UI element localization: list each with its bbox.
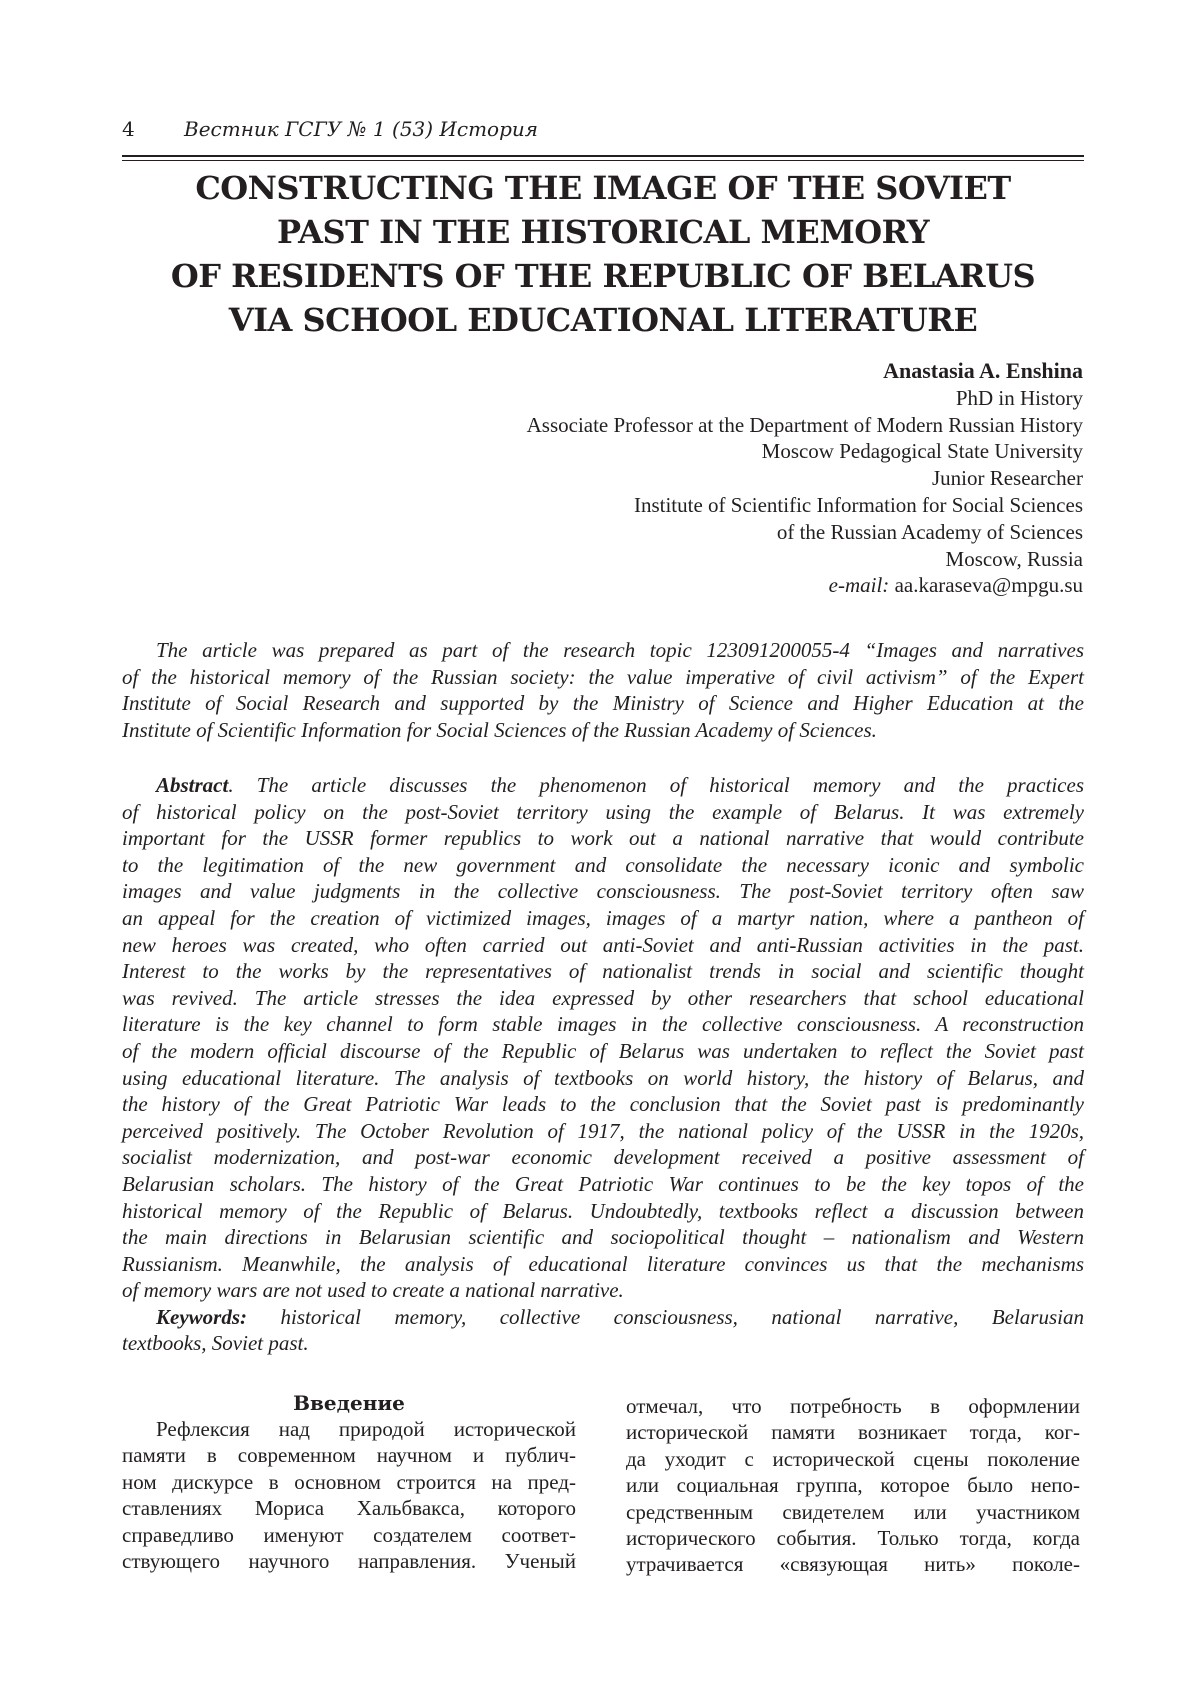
abstract-line: to the legitimation of the new government and consolidate the necessary iconic and symbolic [122,852,1084,877]
section-heading: Введение [293,1391,405,1415]
abstract-line: using educational literature. The analysis of textbooks on world history, the history of Belarus, and [122,1065,1084,1090]
abstract-text: . The article discusses the phenomenon of historical memory and the practices [228,773,1084,797]
body-column-left [122,1390,576,1574]
body-line: средственным свидетелем или участником [626,1499,1080,1524]
body-line: ном дискурсе в основном строится на пред- [122,1469,576,1494]
author-affiliation-line: Junior Researcher [931,466,1083,491]
body-line: памяти в современном научном и публич- [122,1443,576,1468]
body-column-right [626,1393,1080,1578]
title-line: PAST IN THE HISTORICAL MEMORY [276,213,930,251]
author-affiliation-line: Associate Professor at the Department of Modern Russian History [526,412,1083,437]
abstract-line: perceived positively. The October Revolution of 1917, the national policy of the USSR in the 1920s, [122,1118,1084,1143]
abstract-line: was revived. The article stresses the idea expressed by other researchers that school educational [122,985,1084,1010]
header-rule-thick [122,155,1084,157]
funding-line: Institute of Scientific Information for Social Sciences of the Russian Academy of Sciences. [122,717,877,742]
abstract-line: the main directions in Belarusian scientific and sociopolitical thought – nationalism and Western [122,1225,1084,1250]
keywords-line: textbooks, Soviet past. [122,1331,309,1356]
article-title [122,166,1084,342]
title-line: VIA SCHOOL EDUCATIONAL LITERATURE [228,301,978,339]
header-rule-thin [122,160,1084,161]
abstract-label: Abstract [156,773,229,797]
abstract-line: Russianism. Meanwhile, the analysis of educational literature convinces us that the mechanisms [122,1251,1084,1276]
author-email[interactable]: aa.karaseva@mpgu.su [894,573,1083,598]
abstract-line: historical memory of the Republic of Belarus. Undoubtedly, textbooks reflect a discussion between [122,1198,1084,1223]
body-line: утрачивается «связующая нить» поколе- [626,1552,1080,1577]
running-header [122,117,1082,147]
abstract-line: of memory wars are not used to create a national narrative. [122,1278,624,1303]
abstract-line: an appeal for the creation of victimized images, images of a martyr nation, where a pantheon of [122,905,1084,930]
author-affiliation-line: PhD in History [955,385,1083,410]
author-affiliation-line: of the Russian Academy of Sciences [776,519,1083,544]
keywords-text: historical memory, collective consciousness, national narrative, Belarusian [247,1304,1084,1329]
funding-line: of the historical memory of the Russian society: the value imperative of civil activism” of the Expert [122,664,1084,689]
author-name: Anastasia A. Enshina [883,358,1083,383]
abstract-line: literature is the key channel to form stable images in the collective consciousness. A reconstruction [122,1012,1084,1037]
body-line: отмечал, что потребность в оформлении [626,1394,1080,1418]
funding-line: The article was prepared as part of the research topic 123091200055-4 “Images and narratives [156,638,1084,662]
abstract-line [122,772,1084,799]
journal-title: Вестник ГСГУ № 1 (53) История [184,117,539,141]
funding-line: Institute of Social Research and supported by the Ministry of Science and Higher Education at the [122,691,1084,715]
body-line: исторической памяти возникает тогда, ког- [626,1420,1080,1445]
body-line: ставлениях Мориса Хальбвакса, которого [122,1496,576,1521]
body-line: Рефлексия над природой исторической [156,1417,576,1441]
abstract-line: of historical policy on the post-Soviet territory using the example of Belarus. It was extremely [122,799,1084,824]
abstract-line: Interest to the works by the representatives of nationalist trends in social and scientific thought [122,959,1084,984]
author-email-line [527,572,1083,599]
author-affiliation-line: Moscow, Russia [945,546,1083,571]
email-label: e-mail: [828,573,890,598]
author-block [527,358,1083,599]
keywords-label: Keywords: [156,1304,247,1329]
abstract [122,772,1084,1357]
body-line: исторического события. Только тогда, когда [626,1526,1080,1551]
author-affiliation-line: Moscow Pedagogical State University [761,439,1083,464]
abstract-line: Belarusian scholars. The history of the Great Patriotic War continues to be the key topos of the [122,1171,1084,1196]
body-line: ствующего научного направления. Ученый [122,1549,576,1574]
title-line: CONSTRUCTING THE IMAGE OF THE SOVIET [195,169,1011,207]
abstract-line: socialist modernization, and post-war economic development received a positive assessment of [122,1145,1084,1170]
abstract-line: images and value judgments in the collective consciousness. The post-Soviet territory often saw [122,879,1084,904]
title-line: OF RESIDENTS OF THE REPUBLIC OF BELARUS [170,257,1036,295]
abstract-line: important for the USSR former republics to work out a national narrative that would contribute [122,826,1084,851]
body-line: или социальная группа, которое было непо- [626,1473,1080,1498]
abstract-line: of the modern official discourse of the Republic of Belarus was undertaken to reflect the Soviet past [122,1038,1084,1063]
author-affiliation-line: Institute of Scientific Information for Social Sciences [633,492,1083,517]
funding-note [122,637,1084,743]
page-number: 4 [122,117,135,141]
body-line: да уходит с исторической сцены поколение [626,1446,1080,1471]
abstract-line: new heroes was created, who often carried out anti-Soviet and anti-Russian activities in the past. [122,932,1084,957]
keywords-line [122,1304,1084,1331]
body-line: справедливо именуют создателем соответ- [122,1522,576,1547]
abstract-line: the history of the Great Patriotic War leads to the conclusion that the Soviet past is predominantly [122,1092,1084,1117]
